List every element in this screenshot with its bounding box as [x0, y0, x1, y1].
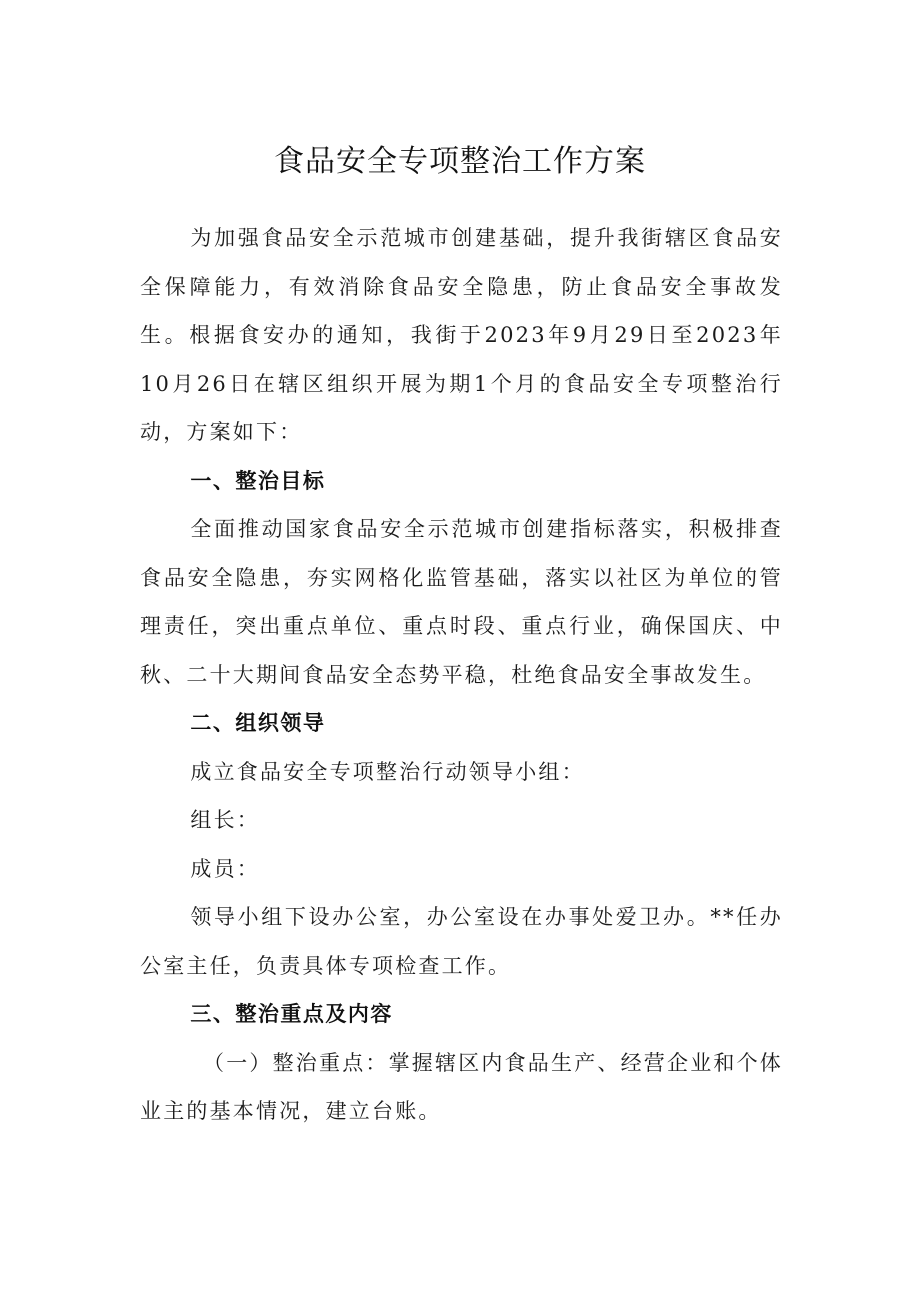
- section-heading-organization: 二、组织领导: [190, 711, 326, 735]
- members-line: 成员：: [190, 856, 260, 881]
- leader-line: 组长：: [190, 808, 260, 832]
- goals-paragraph: 全面推动国家食品安全示范城市创建指标落实，积极排查食品安全隐患，夯实网格化监管基础，落实以社区为单位的管理责任，突出重点单位、重点时段、重点行业，确保国庆、中秋、二十大期间食品安全态势平稳，杜绝食品安全事故发生。: [140, 517, 783, 687]
- organization-paragraph: 成立食品安全专项整治行动领导小组：: [190, 759, 585, 784]
- section-heading-goals: 一、整治目标: [190, 468, 326, 493]
- section-heading-focus: 三、整治重点及内容: [190, 1002, 393, 1026]
- focus-item-1: （一）整治重点：掌握辖区内食品生产、经营企业和个体业主的基本情况，建立台账。: [140, 1050, 783, 1123]
- office-paragraph: 领导小组下设办公室，办公室设在办事处爱卫办。**任办公室主任，负责具体专项检查工作。: [140, 905, 783, 978]
- document-title: 食品安全专项整治工作方案: [274, 144, 646, 179]
- intro-paragraph: 为加强食品安全示范城市创建基础，提升我街辖区食品安全保障能力，有效消除食品安全隐患，防止食品安全事故发生。根据食安办的通知，我街于2023年9月29日至2023年10月26日在辖区组织开展为期1个月的食品安全专项整治行动，方案如下：: [140, 226, 783, 444]
- document-body: [140, 214, 783, 1136]
